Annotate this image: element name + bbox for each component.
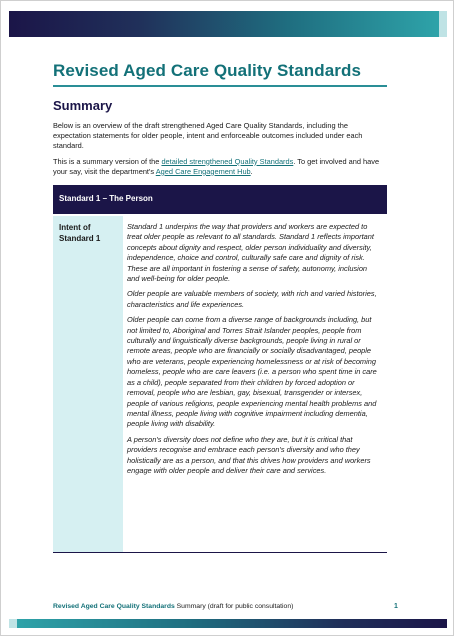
intent-paragraph-4: A person's diversity does not define who they are, but it is critical that providers recognise and embrace each person's diversity and who they holistically are as a person, and that this drives how providers and workers engage with older people and deliver their care and services. [127, 434, 371, 475]
intent-text-cell [127, 222, 379, 481]
intent-label-cell: Intent of Standard 1 [53, 216, 123, 552]
intro-paragraph-1: Below is an overview of the draft strengthened Aged Care Quality Standards, including the expectation statements for older people, intent and enforceable outcomes included under each standard. [53, 121, 363, 151]
page-number: 1 [394, 603, 398, 610]
intro-paragraph-2 [53, 157, 387, 177]
page-footer [53, 603, 403, 610]
title-divider [53, 85, 387, 87]
intent-paragraph-2: Older people are valuable members of society, with rich and varied histories, characteristics and life experiences. [127, 289, 377, 309]
intro-text-end: . [250, 166, 253, 176]
footer-brand: Revised Aged Care Quality Standards [53, 603, 175, 610]
header-decorative-band [9, 11, 439, 37]
table-bottom-rule [53, 552, 387, 553]
standard-table-header: Standard 1 – The Person [53, 185, 387, 214]
footer-subtitle: Summary (draft for public consultation) [174, 603, 294, 610]
intro-text [53, 121, 387, 182]
intent-paragraph-3: Older people can come from a diverse range of backgrounds including, but not limited to, Aboriginal and Torres Strait Islander peoples, people from culturally and linguistically diverse backgrounds, people living in rural or remote areas, people who are financially or socially disadvantaged, people who are veterans, people experiencing homelessness or at risk of becoming homeless, people who are care leavers (i.e. a person who spent time in care as a child), people separated from their children by forced adoption or removal, people who are lesbian, gay, bisexual, transgender or intersex, people of various religions, people experiencing mental health problems and mental illness, people living with cognitive impairment including dementia, people living with disability. [127, 315, 377, 429]
engagement-hub-link[interactable]: Aged Care Engagement Hub [155, 166, 251, 176]
intent-paragraph-1: Standard 1 underpins the way that providers and workers are expected to treat older people as relevant to all standards. Standard 1 reflects important concepts about dignity and respect, older person individuality and diversity, independence, choice and control, culturally safe care and dignity of risk. These are all important in fostering a sense of safety, autonomy, inclusion and well-being for older people. [127, 222, 374, 284]
footer-decorative-band [17, 619, 447, 628]
document-title: Revised Aged Care Quality Standards [53, 61, 362, 80]
section-heading: Summary [53, 98, 113, 113]
intro-text-middle: . To get involved and have your say, visit the department's [53, 156, 380, 176]
intro-text-start: This is a summary version of the [53, 156, 162, 166]
header-band-accent [439, 11, 447, 37]
footer-band-accent [9, 619, 17, 628]
quality-standards-link[interactable]: detailed strengthened Quality Standards [161, 156, 294, 166]
